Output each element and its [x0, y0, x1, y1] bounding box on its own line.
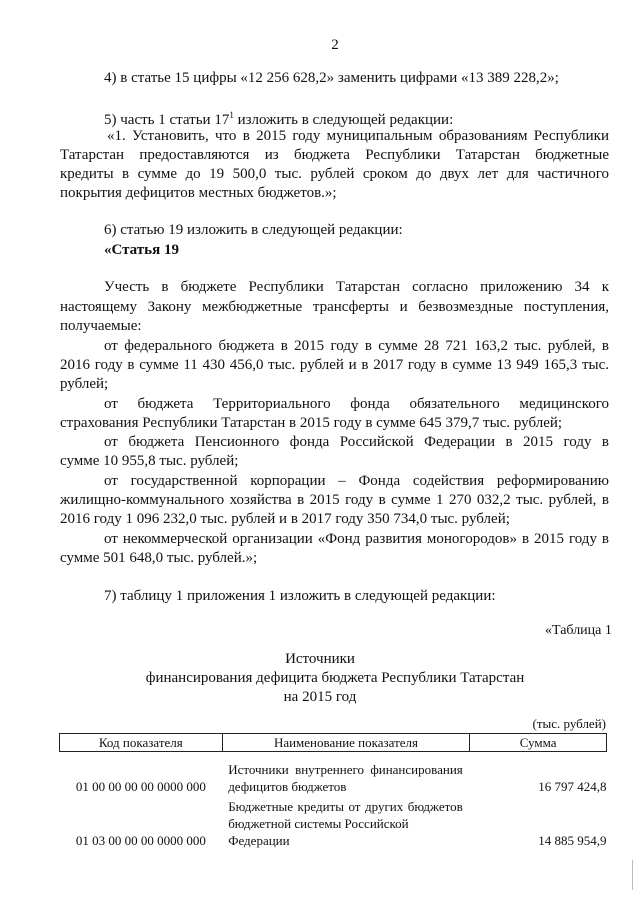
scan-edge-mark — [632, 860, 633, 890]
article-line: от федерального бюджета в 2015 году в сумме 28 721 163,2 тыс. рублей, в — [104, 338, 609, 354]
row-name-line: Бюджетные кредиты от других бюджетов — [228, 798, 463, 814]
article-line: получаемые: — [60, 318, 142, 334]
article-line: от бюджета Территориального фонда обязательного медицинского — [104, 396, 609, 412]
article-line: жилищно-коммунального хозяйства в 2015 году в сумме 1 270 032,2 тыс. рублей, в — [60, 492, 609, 508]
amendment-item-4: 4) в статье 15 цифры «12 256 628,2» заменить цифрами «13 389 228,2»; — [104, 70, 559, 86]
row-sum: 16 797 424,8 — [538, 778, 607, 794]
row-name — [222, 752, 470, 796]
row-name — [222, 796, 470, 850]
article-line: от государственной корпорации – Фонда содействия реформированию — [104, 473, 609, 489]
item5-superscript: 1 — [229, 110, 234, 120]
article-19-heading: «Статья 19 — [104, 242, 179, 258]
item5-text-pre: 5) часть 1 статьи 17 — [104, 112, 230, 128]
amendment-item-7: 7) таблицу 1 приложения 1 изложить в следующей редакции: — [104, 588, 496, 604]
row-name-line: бюджетной системы Российской Федерации — [228, 815, 409, 848]
item5-paragraph-line: покрытия дефицитов местных бюджетов.»; — [60, 185, 337, 201]
article-line: 2016 году 1 096 232,0 тыс. рублей и в 2017 году 350 734,0 тыс. рублей; — [60, 511, 510, 527]
article-line: страхования Республики Татарстан в 2015 году в сумме 645 379,7 тыс. рублей; — [60, 415, 563, 431]
item5-paragraph-line: Татарстан предоставляются из бюджета Республики Татарстан бюджетные — [60, 147, 609, 163]
article-line: сумме 10 955,8 тыс. рублей; — [60, 453, 239, 469]
item5-paragraph-line: кредиты в сумме до 19 500,0 тыс. рублей сроком до двух лет для частичного — [60, 166, 609, 182]
item5-text-post: изложить в следующей редакции: — [233, 112, 454, 128]
page-number: 2 — [331, 37, 339, 53]
table-row — [60, 752, 607, 796]
article-line: рублей; — [60, 376, 109, 392]
row-code: 01 03 00 00 00 0000 000 — [75, 832, 206, 848]
article-line: сумме 501 648,0 тыс. рублей.»; — [60, 550, 258, 566]
unit-label: (тыс. рублей) — [532, 716, 606, 731]
article-line: от некоммерческой организации «Фонд развития моногородов» в 2015 году в — [104, 531, 609, 547]
table-row — [60, 796, 607, 850]
table-title-line: на 2015 год — [283, 689, 357, 705]
row-name-line: Источники внутреннего финансирования — [228, 761, 463, 777]
article-line: Учесть в бюджете Республики Татарстан согласно приложению 34 к — [104, 279, 609, 295]
table-title-line: Источники — [285, 651, 355, 667]
header-name: Наименование показателя — [222, 734, 470, 752]
header-code: Код показателя — [60, 734, 223, 752]
table-title-line: финансирования дефицита бюджета Республики Татарстан — [145, 670, 525, 686]
amendment-item-6: 6) статью 19 изложить в следующей редакции: — [104, 222, 403, 238]
header-sum: Сумма — [470, 734, 607, 752]
article-line: настоящему Закону межбюджетные трансферты и безвозмездные поступления, — [60, 299, 609, 315]
item5-paragraph-line: «1. Установить, что в 2015 году муниципальным образованиям Республики — [107, 128, 609, 144]
article-line: от бюджета Пенсионного фонда Российской Федерации в 2015 году в — [104, 434, 609, 450]
article-line: 2016 году в сумме 11 430 456,0 тыс. рублей и в 2017 году в сумме 13 949 165,3 тыс. — [60, 357, 609, 373]
table-label: «Таблица 1 — [545, 623, 612, 638]
row-code: 01 00 00 00 00 0000 000 — [75, 778, 206, 794]
financing-sources-table — [59, 733, 607, 850]
row-sum: 14 885 954,9 — [538, 832, 607, 848]
row-name-line: дефицитов бюджетов — [228, 778, 347, 794]
